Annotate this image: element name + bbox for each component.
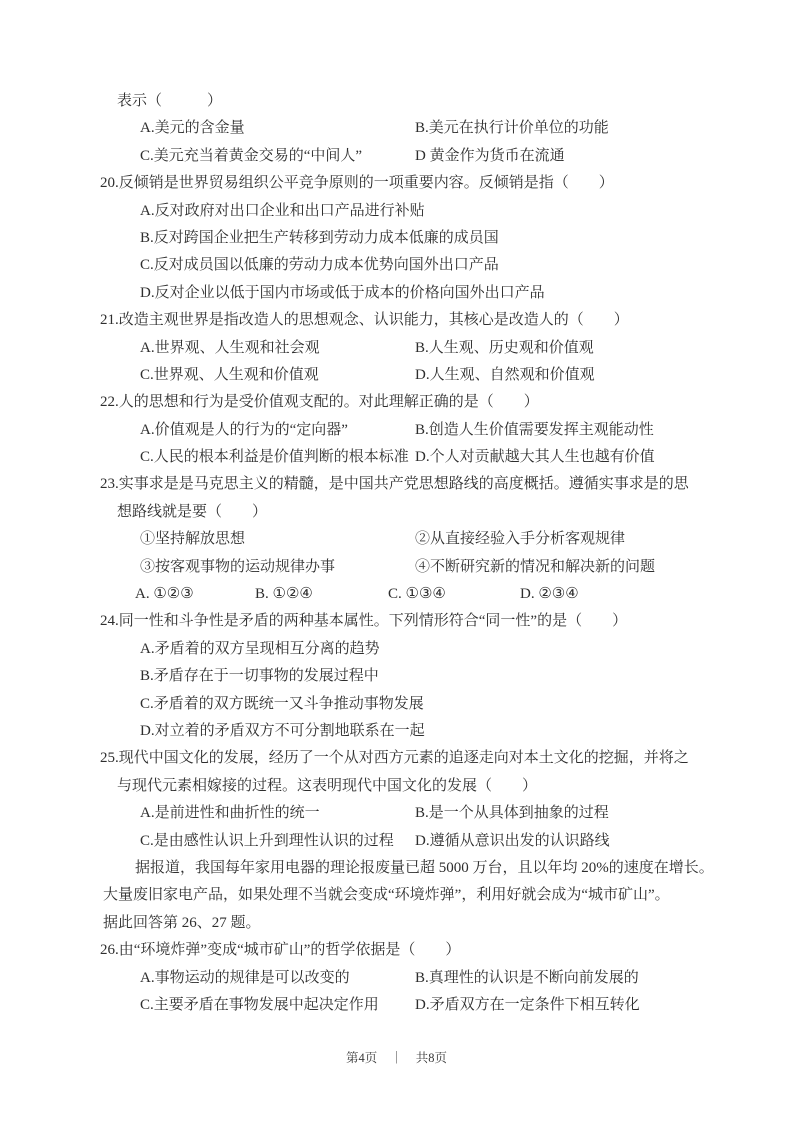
question-25-option-d: D.遵循从意识出发的认识路线 bbox=[415, 832, 610, 849]
question-24-option-a: A.矛盾着的双方呈现相互分离的趋势 bbox=[140, 640, 380, 657]
question-25-option-a: A.是前进性和曲折性的统一 bbox=[140, 805, 320, 822]
question-20-option-a: A.反对政府对出口企业和出口产品进行补贴 bbox=[140, 202, 425, 219]
question-21-option-b: B.人生观、历史观和价值观 bbox=[415, 339, 594, 356]
question-23-item-3: ③按客观事物的运动规律办事 bbox=[140, 558, 336, 575]
question-21-option-d: D.人生观、自然观和价值观 bbox=[415, 366, 595, 383]
page-footer bbox=[0, 1048, 793, 1066]
exam-content bbox=[0, 88, 793, 1019]
question-19-option-d: D 黄金作为货币在流通 bbox=[415, 147, 565, 164]
question-23-answer-d: D. ②③④ bbox=[520, 586, 579, 603]
question-23-stem-line-2: 想路线就是要（ ） bbox=[117, 503, 268, 520]
question-24-option-b: B.矛盾存在于一切事物的发展过程中 bbox=[140, 668, 379, 685]
question-20-option-d: D.反对企业以低于国内市场或低于成本的价格向国外出口产品 bbox=[140, 284, 545, 301]
question-23-answer-a: A. ①②③ bbox=[135, 586, 194, 603]
question-19-option-c: C.美元充当着黄金交易的“中间人” bbox=[140, 147, 363, 164]
question-24-option-d: D.对立着的矛盾双方不可分割地联系在一起 bbox=[140, 722, 425, 739]
passage-line-2: 大量废旧家电产品，如果处理不当就会变成“环境炸弹”，利用好就会成为“城市矿山”。 bbox=[103, 887, 670, 904]
question-23-item-2: ②从直接经验入手分析客观规律 bbox=[415, 531, 626, 548]
question-23-stem-line-1: 23.实事求是是马克思主义的精髓，是中国共产党思想路线的高度概括。遵循实事求是的思 bbox=[100, 476, 689, 493]
question-25-stem-line-2: 与现代元素相嫁接的过程。这表明现代中国文化的发展（ ） bbox=[117, 777, 538, 794]
question-23-answer-c: C. ①③④ bbox=[388, 586, 446, 603]
question-25-options-row-2 bbox=[0, 828, 793, 855]
question-22-option-a: A.价值观是人的行为的“定向器” bbox=[140, 421, 348, 438]
question-24-option-c: C.矛盾着的双方既统一又斗争推动事物发展 bbox=[140, 695, 424, 712]
footer-page-number: 第4页 bbox=[345, 1051, 378, 1065]
question-26-option-d: D.矛盾双方在一定条件下相互转化 bbox=[415, 996, 640, 1013]
question-26-option-b: B.真理性的认识是不断向前发展的 bbox=[415, 969, 639, 986]
question-24-stem: 24.同一性和斗争性是矛盾的两种基本属性。下列情形符合“同一性”的是（ ） bbox=[100, 613, 628, 630]
question-25-options-row-1 bbox=[0, 800, 793, 827]
footer-total-pages: 共8页 bbox=[415, 1051, 448, 1065]
question-22-options-row-2 bbox=[0, 444, 793, 471]
question-25-option-c: C.是由感性认识上升到理性认识的过程 bbox=[140, 832, 394, 849]
question-26-option-a: A.事物运动的规律是可以改变的 bbox=[140, 969, 350, 986]
question-23-items-row-1 bbox=[0, 526, 793, 553]
question-23-item-1: ①坚持解放思想 bbox=[140, 531, 246, 548]
question-25-option-b: B.是一个从具体到抽象的过程 bbox=[415, 805, 609, 822]
question-19-option-b: B.美元在执行计价单位的功能 bbox=[415, 120, 609, 137]
question-26-options-row-2 bbox=[0, 992, 793, 1019]
question-19-stem-tail: 表示（ ） bbox=[117, 93, 223, 109]
question-19-option-a: A.美元的含金量 bbox=[140, 120, 245, 137]
question-23-answer-b: B. ①②④ bbox=[255, 586, 313, 603]
question-22-option-c: C.人民的根本利益是价值判断的根本标准 bbox=[140, 449, 409, 466]
question-22-options-row-1 bbox=[0, 417, 793, 444]
question-26-options-row-1 bbox=[0, 965, 793, 992]
question-19-options-row-1 bbox=[0, 115, 793, 142]
question-26-option-c: C.主要矛盾在事物发展中起决定作用 bbox=[140, 996, 379, 1013]
question-22-option-d: D.个人对贡献越大其人生也越有价值 bbox=[415, 449, 655, 466]
footer-separator: ｜ bbox=[390, 1051, 403, 1065]
question-21-options-row-2 bbox=[0, 362, 793, 389]
question-20-option-c: C.反对成员国以低廉的劳动力成本优势向国外出口产品 bbox=[140, 257, 499, 274]
question-26-stem: 26.由“环境炸弹”变成“城市矿山”的哲学依据是（ ） bbox=[100, 942, 461, 959]
question-21-stem: 21.改造主观世界是指改造人的思想观念、认识能力，其核心是改造人的（ ） bbox=[100, 312, 629, 329]
question-23-answer-row bbox=[0, 581, 793, 608]
question-21-option-c: C.世界观、人生观和价值观 bbox=[140, 366, 319, 383]
question-19-options-row-2 bbox=[0, 143, 793, 170]
question-22-option-b: B.创造人生价值需要发挥主观能动性 bbox=[415, 421, 654, 438]
passage-line-3: 据此回答第 26、27 题。 bbox=[103, 914, 261, 931]
question-20-option-b: B.反对跨国企业把生产转移到劳动力成本低廉的成员国 bbox=[140, 229, 499, 246]
question-21-option-a: A.世界观、人生观和社会观 bbox=[140, 339, 320, 356]
question-22-stem: 22.人的思想和行为是受价值观支配的。对此理解正确的是（ ） bbox=[100, 394, 539, 411]
question-25-stem-line-1: 25.现代中国文化的发展，经历了一个从对西方元素的追逐走向对本土文化的挖掘，并将之 bbox=[100, 750, 689, 767]
passage-line-1: 据报道，我国每年家用电器的理论报废量已超 5000 万台，且以年均 20%的速度在增长。 bbox=[135, 859, 714, 876]
question-23-items-row-2 bbox=[0, 554, 793, 581]
question-20-stem: 20.反倾销是世界贸易组织公平竞争原则的一项重要内容。反倾销是指（ ） bbox=[100, 175, 614, 192]
question-21-options-row-1 bbox=[0, 335, 793, 362]
question-23-item-4: ④不断研究新的情况和解决新的问题 bbox=[415, 558, 656, 575]
